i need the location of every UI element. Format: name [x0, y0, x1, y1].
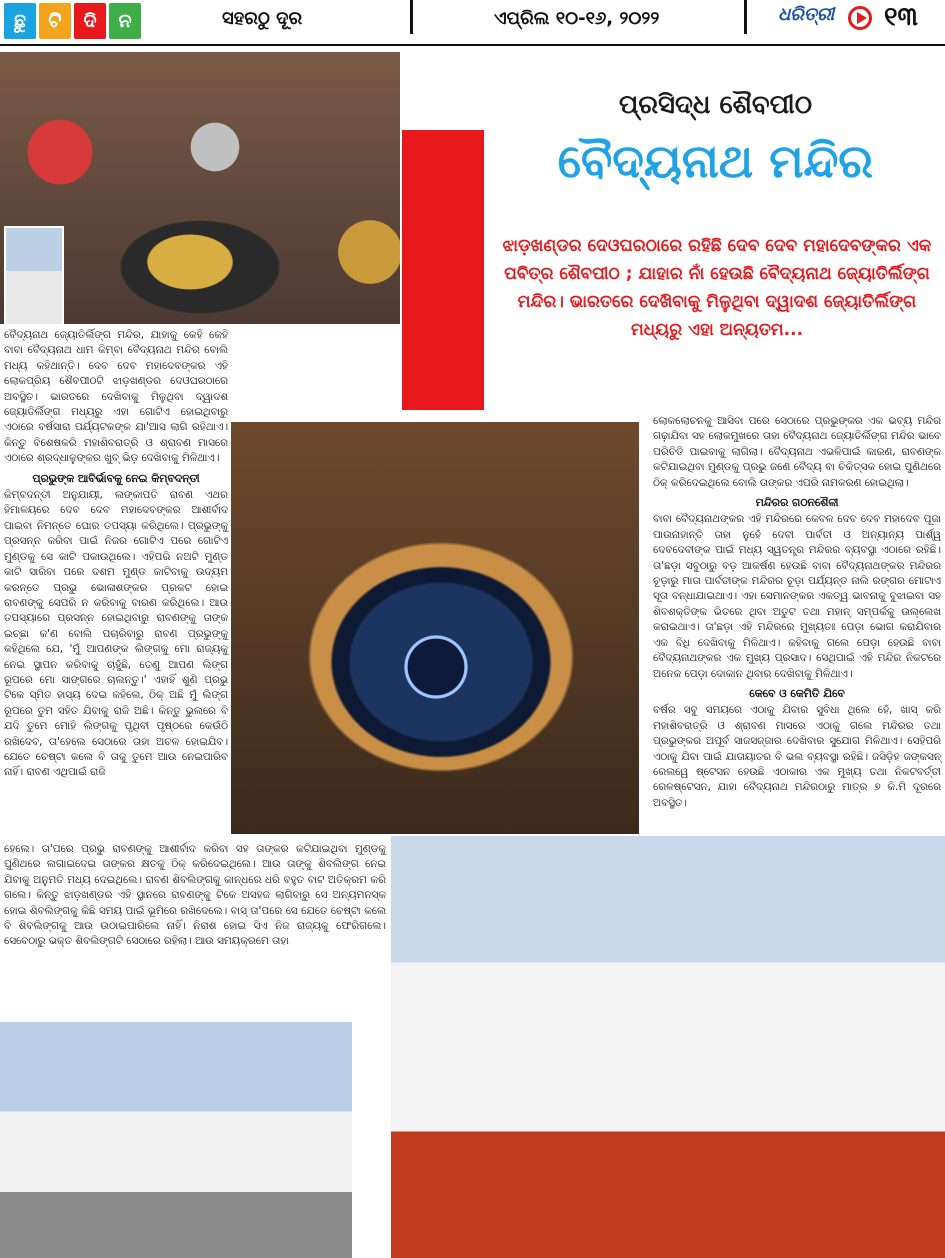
paragraph: ଲୋକଲୋଚନକୁ ଆସିବା ପରେ ସେଠାରେ ପ୍ରଭୁଙ୍କର ଏକ ଭବ୍ୟ ମନ୍ଦିର ଗଢ଼ାଯିବା ସହ ଲୋକମୁଖରେ ତାହା ବୈଦ୍ୟନାଥ ଜ୍ୟୋତିର୍ଲିଙ୍ଗ ମନ୍ଦିର ଭାବେ ପରିଚିତି ପାଇବାକୁ ଲାଗିଲା। ବୈଦ୍ୟନାଥ ଏଭଳିପାଇଁ କାରଣ, ରାବଣଙ୍କ କଟିଯାଇଥିବା ମୁଣ୍ଡକୁ ପ୍ରଭୁ ଜଣେ ବୈଦ୍ୟ ବା ଚିକିତ୍ସକ ହୋଇ ପୁଣିଥରେ ଠିକ୍ କରିଦେଇଥିଲେ ବୋଲି ତାଙ୍କର ଏପରି ନାମକରଣ ହୋଇଥିଲା।	[653, 415, 941, 489]
subheading: ମନ୍ଦିରର ଗଠନଶୈଳୀ	[755, 496, 839, 510]
section-name: ସହରଠୁ ଦୂର	[222, 8, 303, 29]
article-kicker: ପ୍ରସିଦ୍ଧ ଶୈବପୀଠ	[618, 90, 813, 120]
page-header	[0, 0, 945, 46]
decorative-red-block	[402, 130, 484, 410]
shivalinga-photo	[231, 422, 639, 834]
right-column	[653, 414, 941, 811]
paragraph: ହେଲେ। ତା'ପରେ ପ୍ରଭୁ ରାବଣଙ୍କୁ ଆଶୀର୍ବାଦ କରିବା ସହ ତାଙ୍କର କଟିଯାଇଥିବା ମୁଣ୍ଡକୁ ପୁଣିଥରେ ଲଗାଇଦେଇ ତାଙ୍କର କ୍ଷତକୁ ଠିକ୍ କରିଦେଇଥିଲେ। ଆଉ ତାଙ୍କୁ ଶିବଲିଙ୍ଗ ନେଇ ଯିବାକୁ ଅନୁମତି ମଧ୍ୟ ଦେଇଥିଲେ। ରାବଣ ଶିବଲିଙ୍ଗକୁ କାନ୍ଧରେ ଧରି ବହୁତ ବାଟ ଅତିକ୍ରମ କରି ଗଲେ। କିନ୍ତୁ ଝାଡ଼ଖଣ୍ଡର ଏହି ସ୍ଥାନରେ ରାବଣଙ୍କୁ ଟିକେ ଅସହଜ ଲାଗିବାରୁ ସେ ଅନ୍ୟମନସ୍କ ହୋଇ ଶିବଲିଙ୍ଗକୁ କିଛି ସମୟ ପାଇଁ ଭୂମିରେ ରଖିଦେଲେ। ବାସ୍ ତା'ପରେ ସେ ଯେତେ ଚେଷ୍ଟା କଲେ ବି ଶିବଲିଙ୍ଗକୁ ଆଉ ଉଠାଇପାରିଲେ ନାହିଁ। ନିରାଶ ହୋଇ ସିଏ ନିଜ ରାଜ୍ୟକୁ ଫେରିଗଲେ। ସେବେଠାରୁ ଭକ୍ତ ଶିବଲିଙ୍ଗଟି ସେଠାରେ ରହିଲା। ଆଉ ସମୟକ୍ରମେ ତାହା	[4, 843, 386, 948]
logo-letter-2: ଟି	[39, 3, 71, 39]
paragraph: ବୈଦ୍ୟନାଥ ଜ୍ୟୋତିର୍ଲିଙ୍ଗ ମନ୍ଦିର, ଯାହାକୁ କେହି କେହି ବାବା ବୈଦ୍ୟନାଥ ଧାମ କିମ୍ବା ବୈଦ୍ୟନାଥ ମନ୍ଦିର ବୋଲି ମଧ୍ୟ କହିଥାନ୍ତି। ଦେବ ଦେବ ମହାଦେବଙ୍କର ଏହି ଲୋକପ୍ରିୟ ଶୈବପୀଠଟି ଝାଡ଼ଖଣ୍ଡର ଦେଓଘରଠାରେ ଅବସ୍ଥିତ। ଭାରତରେ ଦେଖିବାକୁ ମିଳୁଥିବା ଦ୍ୱାଦଶ ଜ୍ୟୋତିର୍ଲିଙ୍ଗ ମଧ୍ୟରୁ ଏହା ଗୋଟିଏ ହୋଇଥିବାରୁ ଏଠାରେ ବର୍ଷସାରା ପର୍ଯ୍ୟଟକଙ୍କ ଯା'ଆସ ଲାଗି ରହିଥାଏ। କିନ୍ତୁ ବିଶେଷକରି ମହାଶିବରାତ୍ରି ଓ ଶ୍ରାବଣ ମାସରେ ଏଠାରେ ଶ୍ରଦ୍ଧାଳୁଙ୍କର ଖୁବ୍ ଭିଡ଼ ଦେଖିବାକୁ ମିଳିଥାଏ।	[4, 329, 228, 465]
temple-exterior-photo	[0, 1022, 352, 1258]
paragraph: ବାବା ବୈଦ୍ୟନାଥଙ୍କର ଏହି ମନ୍ଦିରରେ କେବଳ ଦେବ ଦେବ ମହାଦେବ ପୂଜା ପାଉନାହାନ୍ତି ତାହା ନୁହେଁ ଦେବୀ ପାର୍ବତୀ ଓ ଅନ୍ୟାନ୍ୟ ପାର୍ଶ୍ୱ ଦେବଦେବୀଙ୍କ ପାଇଁ ମଧ୍ୟ ସ୍ୱତନ୍ତ୍ର ମନ୍ଦିରର ବ୍ୟବସ୍ଥା ଏଠାରେ ରହିଛି। ତା'ଛଡ଼ା ସବୁଠାରୁ ବଡ଼ ଆକର୍ଷଣ ହେଉଛି ବାବା ବୈଦ୍ୟନାଥଙ୍କର ମନ୍ଦିରର ଚୂଡ଼ାରୁ ମାତା ପାର୍ବତୀଙ୍କ ମନ୍ଦିରର ଚୂଡ଼ା ପର୍ଯ୍ୟନ୍ତ ନାଲି ରଙ୍ଗର ମୋଟାଏ ସୂତା ବନ୍ଧାଯାଇଥାଏ। ଏହା ସେମାନଙ୍କର ଏକତ୍ୱ ଭାବନାକୁ ବୁଝାଇବା ସହ ଶିବଶକ୍ତିଙ୍କ ଭିତରେ ଥିବା ଅତୁଟ ତଥା ମହାନ୍ ସମ୍ପର୍କକୁ ଉଲ୍ଲେଖ କରାଇଥାଏ। ତା'ଛଡ଼ା ଏହି ମନ୍ଦିରରେ ମୁଖ୍ୟତଃ ପେଡ଼ା ଭୋଗ କରାଯିବାର ଏକ ବିଧି ଦେଖିବାକୁ ମିଳିଥାଏ। କହିବାକୁ ଗଲେ ପେଡ଼ା ହେଉଛି ବାବା ବୈଦ୍ୟନାଥଙ୍କର ଏକ ମୁଖ୍ୟ ପ୍ରସାଦ। ସେଥିପାଇଁ ଏହି ମନ୍ଦିର ନିକଟରେ ଅନେକ ପେଡ଼ା ଦୋକାନ ଥିବାର ଦେଖିବାକୁ ମିଳିଥାଏ।	[653, 513, 941, 680]
divider	[744, 0, 747, 34]
article-intro: ଝାଡ଼ଖଣ୍ଡର ଦେଓଘରଠାରେ ରହିଛି ଦେବ ଦେବ ମହାଦେବଙ୍କର ଏକ ପବିତ୍ର ଶୈବପୀଠ ; ଯାହାର ନାଁ ହେଉଛି ବୈଦ୍ୟନାଥ ଜ୍ୟୋତିର୍ଲିଙ୍ଗ ମନ୍ଦିର। ଭାରତରେ ଦେଖିବାକୁ ମିଳୁଥିବା ଦ୍ୱାଦଶ ଜ୍ୟୋତିର୍ଲିଙ୍ଗ ମଧ୍ୟରୁ ଏହା ଅନ୍ୟତମ...	[502, 236, 932, 340]
subheading: କେବେ ଓ କେମିତି ଯିବେ	[749, 686, 845, 700]
play-icon	[848, 6, 872, 30]
left-wide-column	[4, 842, 386, 950]
logo-letter-4: ନ	[109, 3, 141, 39]
page-number: ୧୩	[884, 2, 918, 32]
paragraph: କିମ୍ବଦନ୍ତୀ ଅନୁଯାୟୀ, ଲଙ୍କାପତି ରାବଣ ଏଥର ହିମାଳୟରେ ଦେବ ଦେବ ମହାଦେବଙ୍କର ଆଶୀର୍ବାଦ ପାଇବା ନିମନ୍ତେ ଘୋର ତପସ୍ୟା କରିଥିଲେ। ପ୍ରଭୁଙ୍କୁ ପ୍ରସନ୍ନ କରିବା ପାଇଁ ନିଜର ଗୋଟିଏ ପରେ ଗୋଟିଏ ମୁଣ୍ଡକୁ ସେ କାଟି ପକାଉଥିଲେ। ଏହିପରି ନଅଟି ମୁଣ୍ଡ କାଟି ସାରିବା ପରେ ଦଶମ ମୁଣ୍ଡ କାଟିବାକୁ ଉଦ୍ୟମ କରନ୍ତେ ପ୍ରଭୁ ଭୋଳାଶଙ୍କର ପ୍ରକଟ ହୋଇ ରାବଣଙ୍କୁ ସେପରି ନ କରିବାକୁ ବାରଣ କରିଥିଲେ। ଆଉ ତପସ୍ୟାରେ ପ୍ରସନ୍ନ ହୋଇଥିବାରୁ ରାବଣଙ୍କୁ ତାଙ୍କ ଇଚ୍ଛା କ'ଣ ବୋଲି ପଚାରିବାରୁ ରାବଣ ପ୍ରଭୁଙ୍କୁ କହିଥିଲେ ଯେ, 'ମୁଁ ଆପଣଙ୍କ ଲିଙ୍ଗକୁ ମୋ ରାଜ୍ୟକୁ ନେଇ ସ୍ଥାପନ କରିବାକୁ ଚାହୁଁଛି, ତେଣୁ ଆପଣ ଲିଙ୍ଗ ରୂପରେ ମୋ ସାଙ୍ଗରେ ଚାଲନ୍ତୁ।' ଏହାହିଁ ଶୁଣି ପ୍ରଭୁ ଟିକେ ସ୍ମିତ ହାସ୍ୟ ଦେଇ କହିଲେ, ଠିକ୍ ଅଛି ମୁଁ ଲିଙ୍ଗ ରୂପରେ ତୁମ ସହିତ ଯିବାକୁ ରାଜି ଅଛି। କିନ୍ତୁ ଭୁଲରେ ବି ଯଦି ତୁମେ ମୋହି ଲିଙ୍ଗକୁ ପୃଥିବୀ ପୃଷ୍ଠରେ କେଉଁଠି ରଖିଦେବ, ତା'ହେଲେ ସେଠାରେ ତାହା ଅଚଳ ହୋଇଯିବ। ଯେତେ ଚେଷ୍ଟା କଲେ ବି ତାକୁ ତୁମେ ଆଉ ନେଇପାରିବ ନାହିଁ। ରାବଣ ଏଥିପାଇଁ ରାଜି	[4, 489, 228, 779]
logo-letter-3: ଦି	[74, 3, 106, 39]
temple-spire-inset-photo	[4, 226, 64, 326]
left-column	[4, 328, 228, 781]
logo-letter-1: ଛୁ	[4, 3, 36, 39]
article-title: ବୈଦ୍ୟନାଥ ମନ୍ଦିର	[557, 134, 874, 188]
temple-crowd-photo	[391, 836, 945, 1258]
divider	[410, 0, 413, 34]
brand-logo: ଧରିତ୍ରୀ	[778, 4, 835, 25]
paragraph: ବର୍ଷର ସବୁ ସମୟରେ ଏଠାକୁ ଯିବାର ସୁବିଧା ଥିଲେ ହେଁ, ଖାସ୍ କରି ମହାଶିବରାତ୍ରି ଓ ଶ୍ରାବଣ ମାସରେ ଏଠାକୁ ଗଲେ ମନ୍ଦିରର ତଥା ପ୍ରଭୁଙ୍କର ଅପୂର୍ବ ସାଜସଜ୍ଜାର ଦେଖିବାର ସୁଯୋଗ ମିଳିଥାଏ। ସେହିପରି ଏଠାକୁ ଯିବା ପାଇଁ ଯାତାୟାତର ବି ଭଲ ବ୍ୟବସ୍ଥା ରହିଛି। ଜସିଡ଼ିହ ଜଙ୍କସନ୍ ରେଲୱେ ଷ୍ଟେସନ ହେଉଛି ଏଠାକାର ଏକ ମୁଖ୍ୟ ତଥା ନିକଟବର୍ତ୍ତୀ ରେଳଷ୍ଟେସନ, ଯାହା ବୈଦ୍ୟନାଥ ମନ୍ଦିରଠାରୁ ମାତ୍ର ୭ କି.ମି ଦୂରରେ ଅବସ୍ଥିତ।	[653, 704, 941, 809]
issue-date: ଏପ୍ରିଲ ୧୦-୧୬, ୨୦୨୨	[494, 8, 660, 29]
subheading: ପ୍ରଭୁଙ୍କ ଆବିର୍ଭାବକୁ ନେଇ କିମ୍ବଦନ୍ତୀ	[32, 471, 200, 485]
